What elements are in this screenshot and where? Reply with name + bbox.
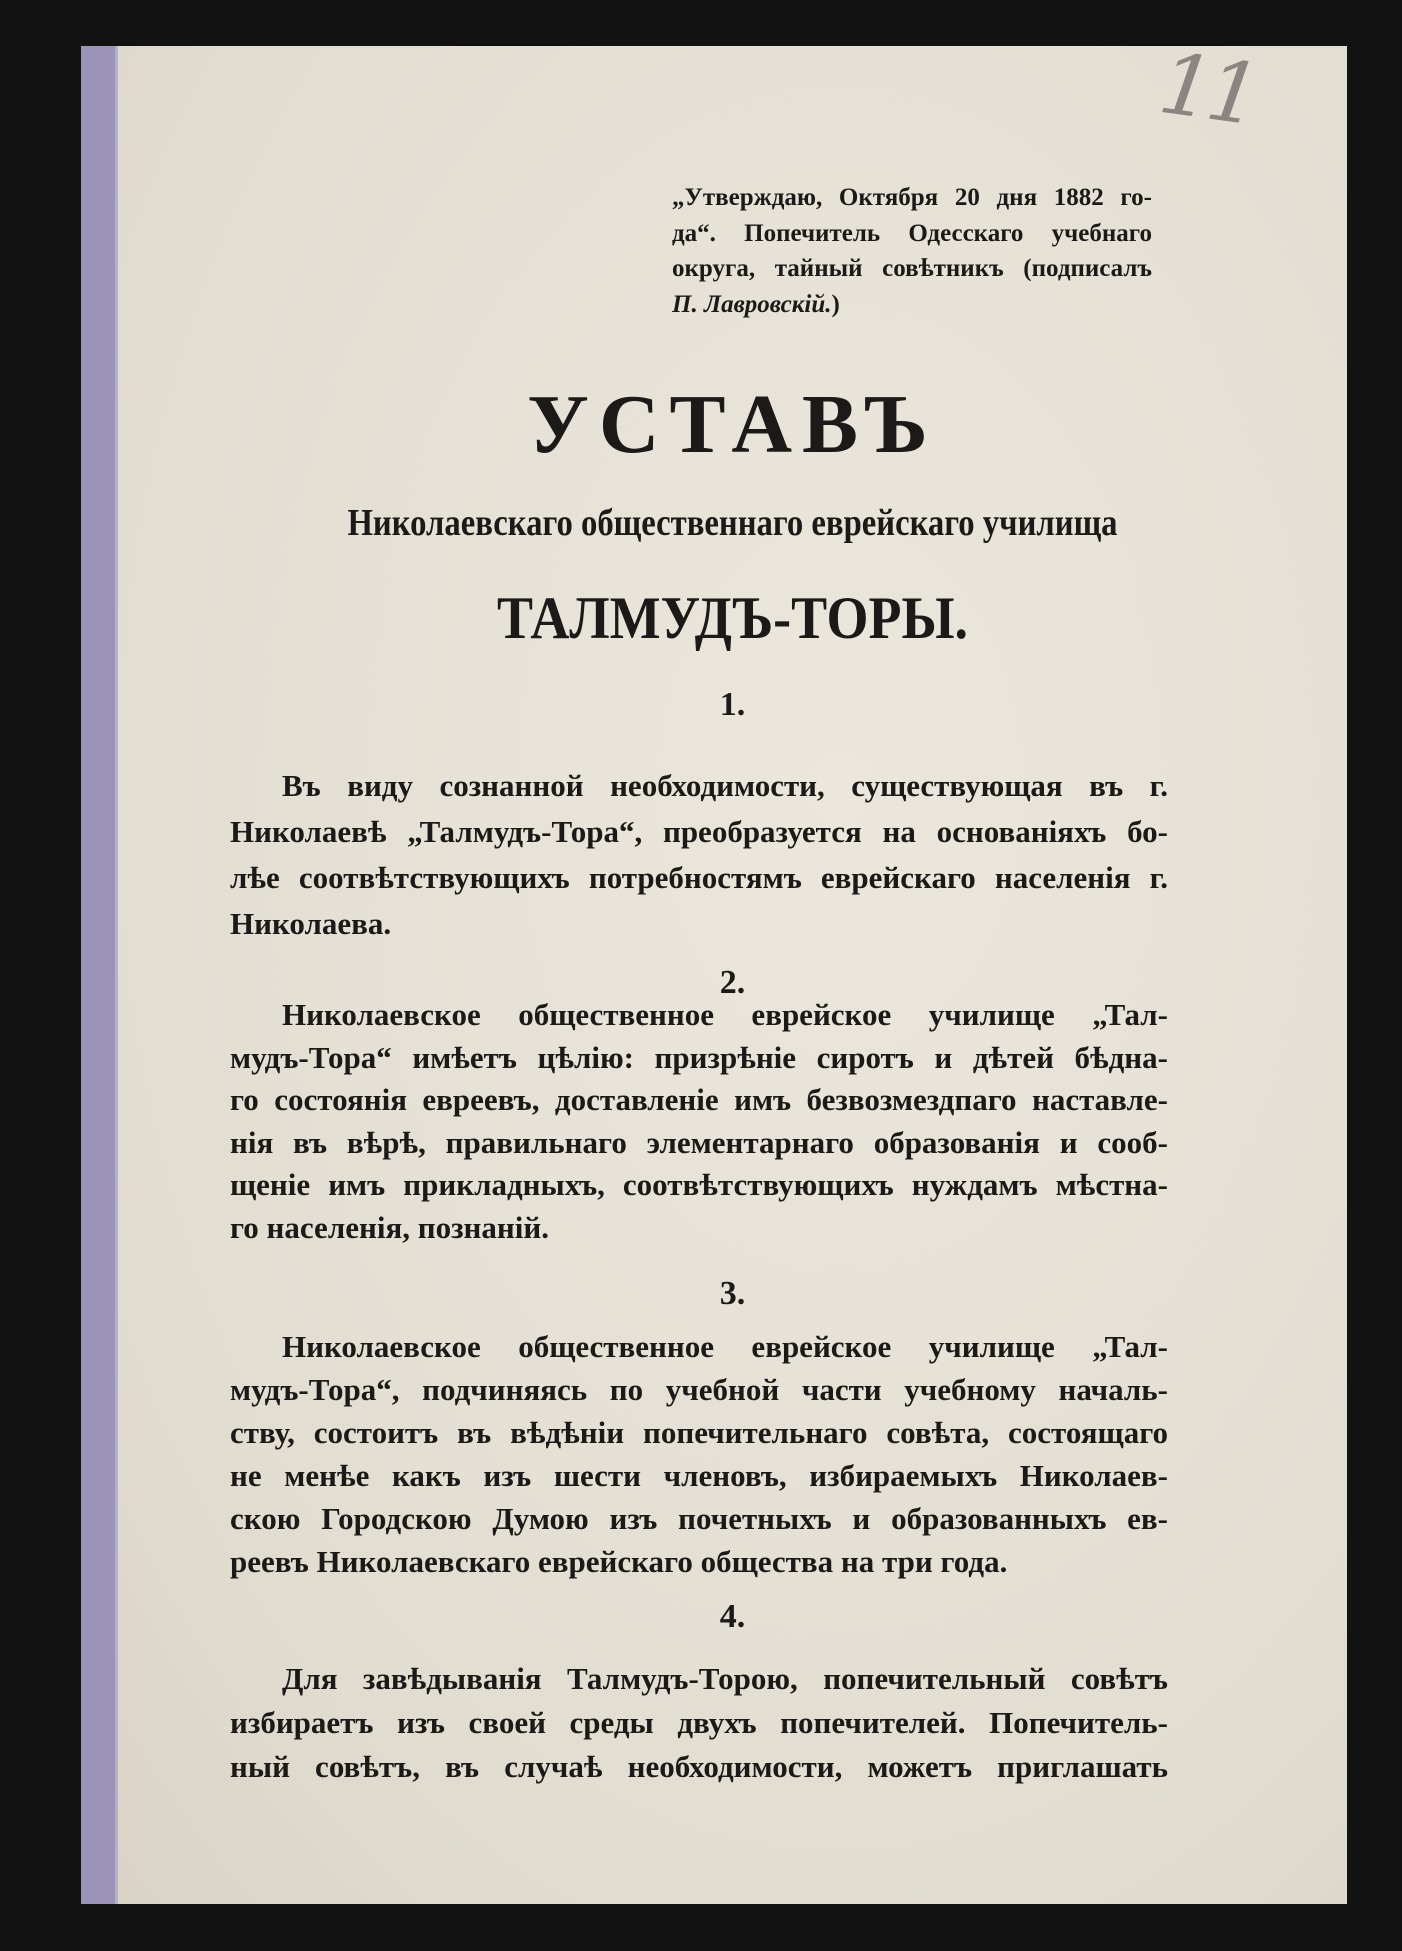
text-line: нія въ вѣрѣ, правильнаго элементарнаго образованія и сооб- — [230, 1124, 1168, 1160]
text-line: Для завѣдыванія Талмудъ-Торою, попечительный совѣтъ — [282, 1661, 1168, 1696]
text-line: мудъ-Тора“ имѣетъ цѣлію: призрѣніе сиротъ и дѣтей бѣдна- — [230, 1039, 1168, 1075]
section-number: 1. — [719, 686, 746, 723]
text-line: Николаева. — [230, 906, 392, 941]
text-line: лѣе соотвѣтствующихъ потребностямъ еврейскаго населенія г. — [230, 860, 1168, 895]
section-number: 2. — [719, 964, 746, 1001]
document-subtitle: Николаевскаго общественнаго еврейскаго училища — [347, 502, 1118, 544]
section-number: 3. — [719, 1275, 746, 1312]
approval-line: округа, тайный совѣтникъ (подписалъ — [672, 255, 1152, 282]
text-line: го населенія, познаній. — [230, 1209, 549, 1245]
text-line: ный совѣтъ, въ случаѣ необходимости, можетъ приглашать — [230, 1749, 1168, 1784]
approval-line: да“. Попечитель Одесскаго учебнаго — [672, 219, 1152, 247]
text-line: не менѣе какъ изъ шести членовъ, избираемыхъ Николаев- — [230, 1458, 1168, 1493]
section-paragraph — [230, 1657, 1168, 1789]
section-number: 4. — [719, 1598, 746, 1635]
binding-strip — [81, 46, 118, 1904]
approval-signature-close: ) — [831, 290, 840, 318]
document-title: УСТАВЪ — [527, 378, 938, 471]
document-title-2: ТАЛМУДЪ-ТОРЫ. — [497, 585, 968, 651]
section-paragraph — [230, 1325, 1168, 1583]
approval-line: „Утверждаю, Октября 20 дня 1882 го- — [672, 184, 1152, 211]
text-line: мудъ-Тора“, подчиняясь по учебной части учебному началь- — [230, 1372, 1168, 1407]
text-line: го состоянія евреевъ, доставленіе имъ безвозмездпаго наставле- — [230, 1082, 1168, 1118]
text-line: Въ виду сознанной необходимости, существующая въ г. — [282, 768, 1168, 803]
approval-signature-line — [672, 287, 1152, 323]
section-paragraph — [230, 994, 1168, 1250]
text-line: избираетъ изъ своей среды двухъ попечителей. Попечитель- — [230, 1705, 1168, 1740]
text-line: Николаевское общественное еврейское училище „Тал- — [282, 997, 1168, 1032]
approval-note — [672, 180, 1152, 322]
text-line: щеніе имъ прикладныхъ, соотвѣтствующихъ нуждамъ мѣстна- — [230, 1167, 1168, 1203]
text-line: Николаевское общественное еврейское училище „Тал- — [282, 1329, 1168, 1364]
handwritten-page-number: 11 — [1153, 33, 1262, 145]
approval-signature: П. Лавровскій. — [672, 290, 832, 318]
text-line: реевъ Николаевскаго еврейскаго общества на три года. — [230, 1544, 1008, 1579]
text-line: скою Городскою Думою изъ почетныхъ и образованныхъ ев- — [230, 1501, 1168, 1536]
text-line: Николаевѣ „Талмудъ-Тора“, преобразуется на основаніяхъ бо- — [230, 814, 1168, 849]
text-line: ству, состоитъ въ вѣдѣніи попечительнаго совѣта, состоящаго — [230, 1415, 1168, 1450]
section-paragraph — [230, 763, 1168, 947]
